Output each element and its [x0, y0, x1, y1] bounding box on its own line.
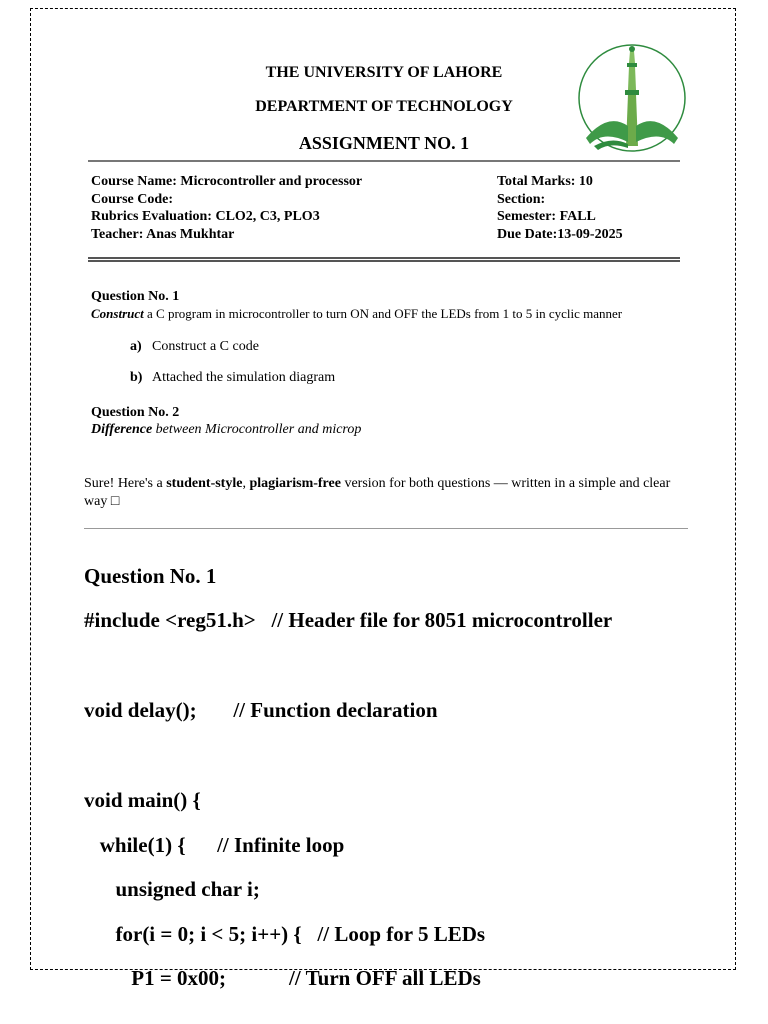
course-info-right: [497, 173, 623, 243]
missing-glyph-icon: □: [110, 494, 120, 509]
question-2-text: between Microcontroller and microp: [152, 422, 362, 437]
ai-response-note: Sure! Here's a student-style, plagiarism-free version for both questions — written in a simple and clear way □: [84, 476, 671, 509]
section: Section:: [497, 191, 546, 207]
university-name: THE UNIVERSITY OF LAHORE: [265, 64, 503, 81]
header-rule: [88, 160, 680, 162]
code-line-7: P1 = 0x00; // Turn OFF all LEDs: [84, 966, 481, 990]
due-date: Due Date:13-09-2025: [497, 226, 623, 242]
university-logo-icon: [576, 42, 688, 154]
code-line-3: void main() {: [84, 788, 201, 812]
question-1-item-b: b) Attached the simulation diagram: [130, 370, 336, 385]
rubrics-evaluation: Rubrics Evaluation: CLO2, C3, PLO3: [91, 209, 320, 224]
question-2-lead: Difference: [91, 422, 153, 437]
question-1-text: a C program in microcontroller to turn ON and OFF the LEDs from 1 to 5 in cyclic manner: [143, 306, 623, 321]
assignment-title: ASSIGNMENT NO. 1: [298, 133, 470, 153]
code-line-1: #include <reg51.h> // Header file for 8051 microcontroller: [84, 608, 613, 632]
question-1-block: [91, 288, 622, 322]
department-name: DEPARTMENT OF TECHNOLOGY: [255, 98, 513, 115]
course-info-left: [91, 173, 362, 243]
question-2-heading: Question No. 2: [91, 405, 180, 420]
teacher-name: Teacher: Anas Mukhtar: [91, 226, 235, 242]
code-line-5: unsigned char i;: [84, 877, 260, 901]
info-rule-bottom: [88, 260, 680, 262]
question-1-item-a: a) Construct a C code: [130, 339, 259, 354]
question-2-block: [91, 404, 361, 438]
section-divider: [84, 528, 688, 529]
course-name: Course Name: Microcontroller and processor: [91, 174, 363, 189]
code-line-2: void delay(); // Function declaration: [84, 698, 438, 722]
question-1-heading: Question No. 1: [91, 289, 180, 304]
code-line-4: while(1) { // Infinite loop: [84, 833, 345, 857]
semester: Semester: FALL: [497, 209, 596, 224]
code-line-6: for(i = 0; i < 5; i++) { // Loop for 5 LEDs: [84, 922, 486, 946]
total-marks: Total Marks: 10: [497, 174, 593, 189]
question-1-lead: Construct: [91, 306, 144, 321]
answer-heading: Question No. 1: [84, 564, 217, 588]
course-code: Course Code:: [91, 191, 174, 207]
info-rule-top: [88, 257, 680, 259]
